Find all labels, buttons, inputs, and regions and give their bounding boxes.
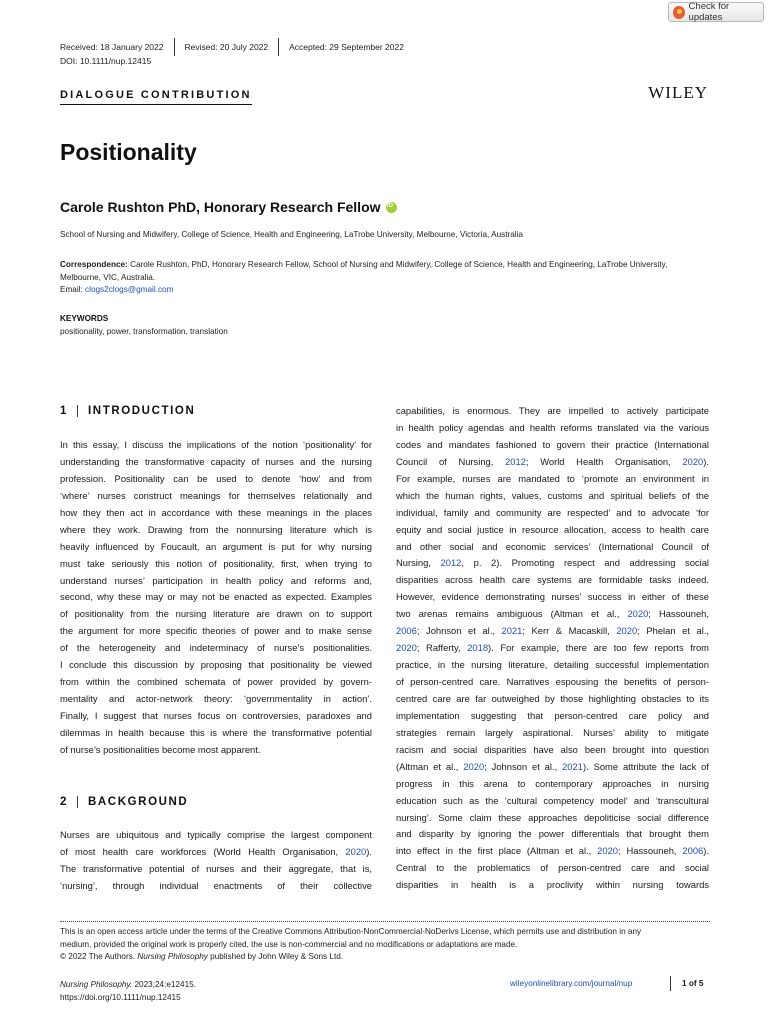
citation-link[interactable]: 2020	[616, 625, 638, 637]
text-line: Council of Nursing, 2012; World Health Organisation, 2020).	[396, 455, 709, 467]
text-line: nursing’. Some claim these approaches depoliticise social difference	[396, 811, 709, 823]
citation-link[interactable]: 2020	[463, 760, 485, 772]
footnote-divider	[60, 921, 710, 922]
citation-link[interactable]: 2006	[396, 625, 417, 637]
text-line: into effect in the first place (Altman et al., 2020; Hassouneh, 2006).	[396, 845, 709, 857]
citation: 2023;24:e12415.	[132, 980, 196, 989]
text-line: Nursing, 2012, p. 2). Promoting respect and addressing social	[396, 557, 709, 569]
citation-link[interactable]: 2020	[396, 642, 417, 654]
section-number: 2	[60, 796, 68, 808]
text-line: which the human rights, values, customs and spiritual beliefs of the	[396, 489, 709, 501]
received-date: Received: 18 January 2022	[60, 42, 164, 52]
page-number: 1 of 5	[682, 979, 704, 988]
text-line: understand nurses’ participation in health policy and reforms and,	[60, 574, 372, 586]
introduction-text	[60, 437, 372, 759]
divider	[174, 38, 175, 56]
text-line: codes and mandates fashioned to govern their practice (International	[396, 438, 709, 450]
text-line: (Altman et al., 2020; Johnson et al., 2021). Some attribute the lack of	[396, 760, 709, 772]
citation-link[interactable]: 2006	[682, 845, 704, 857]
text-line: understanding the transformative capacity of nurses and the nursing	[60, 455, 372, 467]
text-line: practice, in the nursing literature, detailing successful implementation	[396, 659, 709, 671]
text-line: of positionality from the nursing literature are drawn on to support	[60, 608, 372, 620]
page-title: Positionality	[60, 139, 197, 165]
divider	[77, 405, 78, 417]
text-line: education such as the ‘cultural competency model’ and ‘transcultural	[396, 794, 709, 806]
email-label: Email:	[60, 285, 86, 294]
section-title: INTRODUCTION	[88, 405, 196, 417]
text-line: profession. Positionality can be used to denote ‘how’ and from	[60, 472, 372, 484]
revised-date: Revised: 20 July 2022	[184, 42, 269, 52]
background-text	[60, 827, 372, 895]
copyright-line: © 2022 The Authors. Nursing Philosophy published by John Wiley & Sons Ltd.	[60, 952, 344, 962]
orcid-icon[interactable]	[386, 202, 397, 213]
footer-citation	[60, 979, 196, 1005]
citation-link[interactable]: 2021	[501, 625, 523, 637]
text-line: progress in this arena to contemporary approaches in nursing	[396, 777, 709, 789]
text-line: disparities across health care systems are formidable tasks indeed.	[396, 574, 709, 586]
section-title: BACKGROUND	[88, 796, 189, 808]
divider	[278, 38, 279, 56]
text-line: mentality and actor-network theory: ‘governmentality in action’.	[60, 693, 372, 705]
text-line: implementation suggesting that person-centred care policy and	[396, 709, 709, 721]
divider	[670, 976, 671, 991]
correspondence	[60, 259, 710, 297]
text-line: where they work. Drawing from the nonnursing literature which is	[60, 523, 372, 535]
text-line: 2020; Rafferty, 2018). For example, there are too few reports from	[396, 642, 709, 654]
text-line: dilemmas in health because this is where the transformative potential	[60, 726, 372, 738]
journal-site-link[interactable]: wileyonlinelibrary.com/journal/nup	[510, 979, 633, 988]
publisher-logo: WILEY	[648, 83, 708, 102]
text-line: ‘where’ nurses construct meanings for themselves relationally and	[60, 489, 372, 501]
text-line: ‘nursing’, through individual enactments of their collective	[60, 879, 372, 891]
citation-link[interactable]: 2012	[505, 455, 526, 467]
article-dates	[60, 38, 404, 56]
right-column-text	[396, 403, 709, 894]
citation-link[interactable]: 2018	[467, 642, 489, 654]
text-line: two arenas remains ambiguous (Altman et al., 2020; Hassouneh,	[396, 608, 709, 620]
citation-link[interactable]: 2012	[440, 557, 462, 569]
text-line: individual, family and community are respected’ and to advocate ‘for	[396, 506, 709, 518]
journal-name: Nursing Philosophy.	[60, 980, 133, 989]
text-line: However, evidence demonstrating nurses’ success in either of these	[396, 591, 709, 603]
text-line: second, why these may or may not be enacted as expected. Examples	[60, 591, 372, 603]
text-line: strategies remain largely aspirational. Nurses’ ability to mitigate	[396, 726, 709, 738]
crossmark-icon	[673, 6, 685, 19]
text-line: In this essay, I discuss the implications of the notion ‘positionality’ for	[60, 439, 372, 450]
doi: DOI: 10.1111/nup.12415	[60, 56, 152, 66]
section-number: 1	[60, 405, 68, 417]
text-line: of person-centred care. Narratives espousing the benefits of person-	[396, 676, 709, 687]
license-line: This is an open access article under the terms of the Creative Commons Attribution-NonCommercial-NoDerivs License, which permits use and distribution in any	[60, 927, 642, 936]
check-for-updates-button[interactable]	[668, 2, 764, 22]
doi-url[interactable]: https://doi.org/10.1111/nup.12415	[60, 992, 181, 1002]
divider	[77, 796, 78, 808]
email-link[interactable]: clogs2clogs@gmail.com	[85, 285, 174, 294]
license-line: medium, provided the original work is properly cited, the use is non-commercial and no modifications or adaptations are made.	[60, 939, 518, 949]
text-line: heavily influenced by Foucault, an argument is put for why nursing	[60, 540, 372, 552]
article-type: DIALOGUE CONTRIBUTION	[60, 89, 252, 105]
correspondence-label: Correspondence:	[60, 260, 128, 269]
correspondence-text: Carole Rushton, PhD, Honorary Research Fellow, School of Nursing and Midwifery, College of Science, Health and Engineering, LaTrobe University, Melbourne, VIC, Australia.	[60, 260, 668, 282]
citation-link[interactable]: 2020	[627, 608, 649, 620]
keywords-heading: KEYWORDS	[60, 314, 109, 323]
section-heading-background	[60, 796, 188, 808]
text-line: disparities in health is a proclivity within nursing towards	[396, 879, 709, 891]
text-line: capabilities, is enormous. They are impelled to actively participate	[396, 405, 709, 416]
text-line: racism and social disparities have also been brought into question	[396, 743, 709, 755]
text-line: the argument for more specific theories of power and to make sense	[60, 625, 372, 637]
text-line: Nurses are ubiquitous and typically comprise the largest component	[60, 829, 372, 840]
text-line: The transformative potential of nurses and their aggregate, that is,	[60, 862, 372, 874]
keywords: positionality, power, transformation, translation	[60, 327, 228, 336]
text-line: in health policy agendas and health reforms translated via the various	[396, 421, 709, 433]
text-line: Central to the problematics of person-centred care and social	[396, 862, 709, 874]
text-line: centred care are far outweighed by those highlighting obstacles to its	[396, 692, 709, 704]
text-line: how they then act in accordance with these meanings in the places	[60, 506, 372, 518]
accepted-date: Accepted: 29 September 2022	[289, 42, 404, 52]
text-line: of the heterogeneity and indeterminacy of nurse’s positionalities.	[60, 642, 372, 654]
check-for-updates-label: Check for updates	[688, 1, 730, 23]
license-notice	[60, 926, 710, 964]
text-line: Finally, I suggest that nurses focus on controversies, paradoxes and	[60, 710, 372, 721]
text-line: I conclude this discussion by proposing that positionality be viewed	[60, 659, 372, 671]
citation-link[interactable]: 2020	[345, 845, 367, 857]
citation-link[interactable]: 2021	[562, 760, 583, 772]
text-line: must take seriously this notion of positionality, first, when trying to	[60, 557, 372, 569]
text-line: of most health care workforces (World Health Organisation, 2020).	[60, 845, 372, 857]
text-line: For example, nurses are mandated to ‘promote an environment in	[396, 472, 709, 484]
text-line: and other social and economic services’ (International Council of	[396, 540, 709, 552]
section-heading-introduction	[60, 405, 195, 417]
text-line: equity and social justice in resource allocation, access to health care	[396, 523, 709, 535]
citation-link[interactable]: 2020	[682, 455, 704, 467]
text-line: from within the combined schemata of power provided by govern-	[60, 676, 372, 688]
affiliation: School of Nursing and Midwifery, College of Science, Health and Engineering, LaTrobe University, Melbourne, Victoria, Australia	[60, 230, 523, 239]
author	[60, 199, 397, 215]
text-line: of nurse’s positionalities become most apparent.	[60, 743, 261, 755]
citation-link[interactable]: 2020	[597, 845, 619, 857]
author-name: Carole Rushton PhD, Honorary Research Fellow	[60, 199, 381, 215]
text-line: 2006; Johnson et al., 2021; Kerr & Macaskill, 2020; Phelan et al.,	[396, 625, 709, 637]
text-line: and disparity by ignoring the power differentials that brought them	[396, 828, 709, 840]
